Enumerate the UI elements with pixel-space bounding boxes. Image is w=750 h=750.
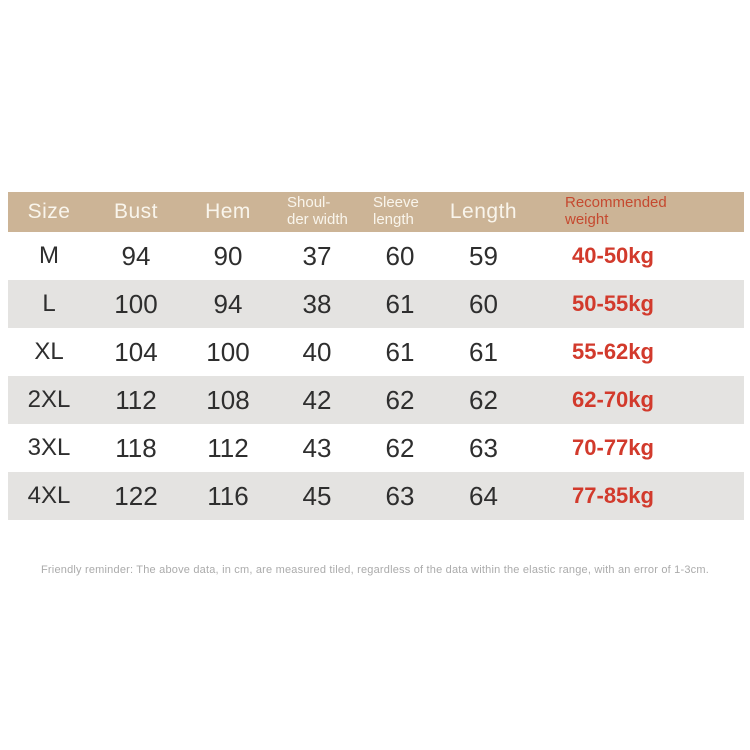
value-cell: 40 <box>302 336 332 367</box>
value-cell: 63 <box>360 472 440 520</box>
header-cell-length: Length <box>440 192 527 232</box>
value-cell: 100 <box>206 336 250 367</box>
value-cell: 112 <box>90 376 182 424</box>
header-cell-size: Size <box>8 192 90 232</box>
value-cell: 61 <box>385 336 415 367</box>
header-cell-shoulder-width: Shoul- der width <box>274 192 360 232</box>
value-cell: 108 <box>182 376 274 424</box>
size-chart-head <box>8 192 744 232</box>
value-cell: 45 <box>274 472 360 520</box>
value-cell: 118 <box>115 432 157 463</box>
header-cell-sleeve-length: Sleeve length <box>360 192 440 232</box>
reminder-note: Friendly reminder: The above data, in cm, are measured tiled, regardless of the data within the elastic range, with an error of 1-3cm. <box>41 564 709 576</box>
value-cell: 94 <box>182 280 274 328</box>
value-cell: 112 <box>207 432 249 463</box>
value-cell: 94 <box>121 240 151 271</box>
size-cell: XL <box>34 338 64 365</box>
value-cell: 61 <box>360 280 440 328</box>
weight-cell: 40-50kg <box>572 243 654 268</box>
weight-cell: 62-70kg <box>527 376 744 424</box>
size-cell: 2XL <box>8 376 90 424</box>
table-row <box>8 232 744 280</box>
value-cell: 42 <box>274 376 360 424</box>
value-cell: 43 <box>302 432 332 463</box>
size-cell: 4XL <box>8 472 90 520</box>
weight-cell: 70-77kg <box>572 435 654 460</box>
table-row <box>8 280 744 328</box>
value-cell: 62 <box>440 376 527 424</box>
size-chart-body <box>8 232 744 520</box>
value-cell: 62 <box>385 432 415 463</box>
value-cell: 100 <box>90 280 182 328</box>
value-cell: 60 <box>385 240 415 271</box>
value-cell: 59 <box>469 240 498 271</box>
table-row <box>8 376 744 424</box>
header-cell-bust: Bust <box>90 192 182 232</box>
table-row <box>8 472 744 520</box>
size-cell: M <box>39 242 59 269</box>
value-cell: 116 <box>182 472 274 520</box>
table-row <box>8 424 744 472</box>
value-cell: 122 <box>90 472 182 520</box>
value-cell: 62 <box>360 376 440 424</box>
header-row <box>8 192 744 232</box>
header-cell-recommended-weight: Recommended weight <box>527 192 744 232</box>
weight-cell: 50-55kg <box>527 280 744 328</box>
value-cell: 61 <box>469 336 498 367</box>
value-cell: 37 <box>302 240 332 271</box>
value-cell: 64 <box>440 472 527 520</box>
table-row <box>8 328 744 376</box>
value-cell: 104 <box>114 336 158 367</box>
weight-cell: 55-62kg <box>572 339 654 364</box>
size-cell: 3XL <box>27 434 71 461</box>
header-cell-hem: Hem <box>182 192 274 232</box>
value-cell: 38 <box>274 280 360 328</box>
value-cell: 63 <box>469 432 498 463</box>
size-cell: L <box>8 280 90 328</box>
value-cell: 90 <box>213 240 243 271</box>
weight-cell: 77-85kg <box>527 472 744 520</box>
size-chart-table <box>8 192 744 520</box>
value-cell: 60 <box>440 280 527 328</box>
